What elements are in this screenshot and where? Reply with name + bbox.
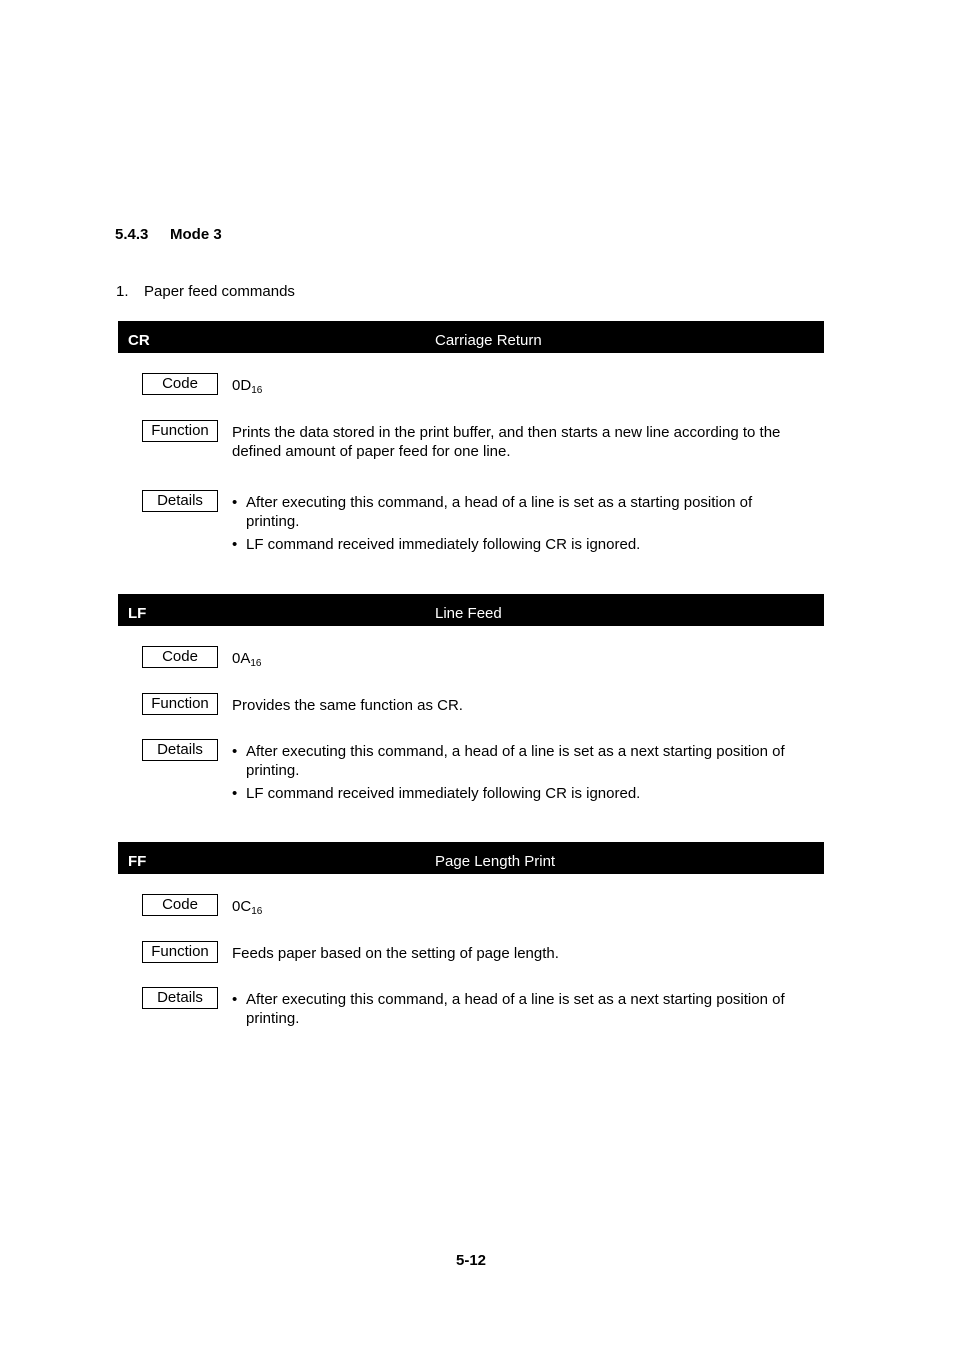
details-line: • LF command received immediately following CR is ignored.	[246, 785, 641, 802]
function-text	[232, 944, 824, 963]
function-text	[232, 696, 824, 715]
details-list	[232, 493, 824, 554]
command-name: Carriage Return	[435, 332, 542, 349]
details-line: printing.	[246, 762, 300, 779]
section-heading	[115, 226, 222, 243]
section-number: 5.4.3	[115, 226, 149, 243]
details-line: • After executing this command, a head of a line is set as a next starting position of	[246, 991, 785, 1008]
code-base: 16	[250, 658, 262, 669]
details-bullet	[232, 535, 824, 554]
section-title: Mode 3	[170, 226, 222, 243]
command-name: Page Length Print	[435, 853, 556, 870]
function-line: Provides the same function as CR.	[232, 697, 463, 714]
function-label: Function	[142, 420, 218, 442]
function-line: Prints the data stored in the print buffer, and then starts a new line according to the	[232, 424, 781, 441]
details-bullet	[232, 493, 824, 531]
details-line: printing.	[246, 513, 300, 530]
code-label: Code	[142, 373, 218, 395]
item-heading	[116, 283, 295, 300]
details-bullet	[232, 990, 824, 1028]
code-hex: 0D	[232, 377, 252, 394]
code-hex: 0C	[232, 898, 252, 915]
command-abbr: CR	[128, 332, 150, 349]
function-line: Feeds paper based on the setting of page length.	[232, 945, 559, 962]
details-line: • After executing this command, a head of a line is set as a starting position of	[246, 494, 753, 511]
command-header-lf	[118, 594, 824, 626]
details-list	[232, 990, 824, 1028]
code-label: Code	[142, 894, 218, 916]
details-list	[232, 742, 824, 803]
code-hex: 0A	[232, 650, 251, 667]
function-label: Function	[142, 693, 218, 715]
command-header-cr	[118, 321, 824, 353]
item-number: 1.	[116, 283, 129, 300]
details-line: • LF command received immediately following CR is ignored.	[246, 536, 641, 553]
code-value	[232, 897, 824, 918]
details-line: printing.	[246, 1010, 300, 1027]
code-label: Code	[142, 646, 218, 668]
function-label: Function	[142, 941, 218, 963]
details-line: • After executing this command, a head of a line is set as a next starting position of	[246, 743, 785, 760]
details-label: Details	[142, 490, 218, 512]
details-bullet	[232, 784, 824, 803]
code-base: 16	[251, 906, 263, 917]
function-text	[232, 423, 824, 461]
code-base: 16	[251, 385, 263, 396]
item-title: Paper feed commands	[144, 283, 295, 300]
code-value	[232, 376, 824, 397]
command-abbr: FF	[128, 853, 147, 870]
command-header-ff	[118, 842, 824, 874]
page-number: 5-12	[455, 1252, 487, 1269]
command-name: Line Feed	[435, 605, 502, 622]
function-line: defined amount of paper feed for one line.	[232, 443, 511, 460]
code-value	[232, 649, 824, 670]
details-label: Details	[142, 987, 218, 1009]
details-label: Details	[142, 739, 218, 761]
command-abbr: LF	[128, 605, 147, 622]
details-bullet	[232, 742, 824, 780]
